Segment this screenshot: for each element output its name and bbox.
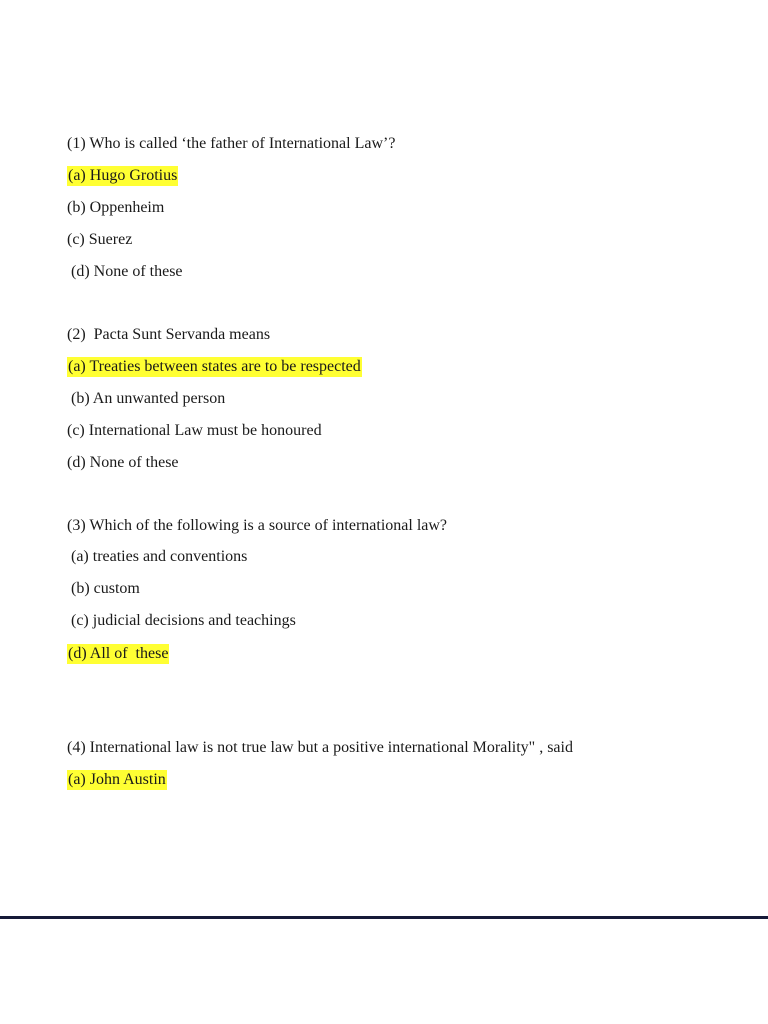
question-2-option-d: (d) None of these: [67, 454, 179, 471]
question-3-option-b: (b) custom: [67, 580, 140, 597]
highlighted-answer: (d) All of these: [68, 645, 169, 662]
question-1-option-a: [67, 166, 178, 186]
page-divider: [0, 916, 768, 919]
highlighted-answer: (a) Treaties between states are to be respected: [68, 358, 361, 375]
question-1-option-c: (c) Suerez: [67, 231, 133, 248]
highlighted-answer: (a) Hugo Grotius: [68, 167, 178, 184]
question-1-option-b: (b) Oppenheim: [67, 199, 165, 216]
question-3-text: (3) Which of the following is a source of international law?: [67, 517, 448, 534]
question-2-option-b: (b) An unwanted person: [67, 390, 226, 407]
question-1-text: (1) Who is called ‘the father of International Law’?: [67, 135, 396, 152]
question-3-option-d: [67, 644, 169, 664]
question-4-text: (4) International law is not true law but a positive international Morality" , said: [67, 739, 573, 756]
question-1-option-d: (d) None of these: [67, 263, 183, 280]
question-3-option-a: (a) treaties and conventions: [67, 548, 248, 565]
highlighted-answer: (a) John Austin: [68, 771, 166, 788]
question-2-option-c: (c) International Law must be honoured: [67, 422, 322, 439]
question-2-text: (2) Pacta Sunt Servanda means: [67, 326, 271, 343]
question-3-option-c: (c) judicial decisions and teachings: [67, 612, 296, 629]
question-4-option-a: [67, 770, 167, 790]
question-2-option-a: [67, 357, 362, 377]
